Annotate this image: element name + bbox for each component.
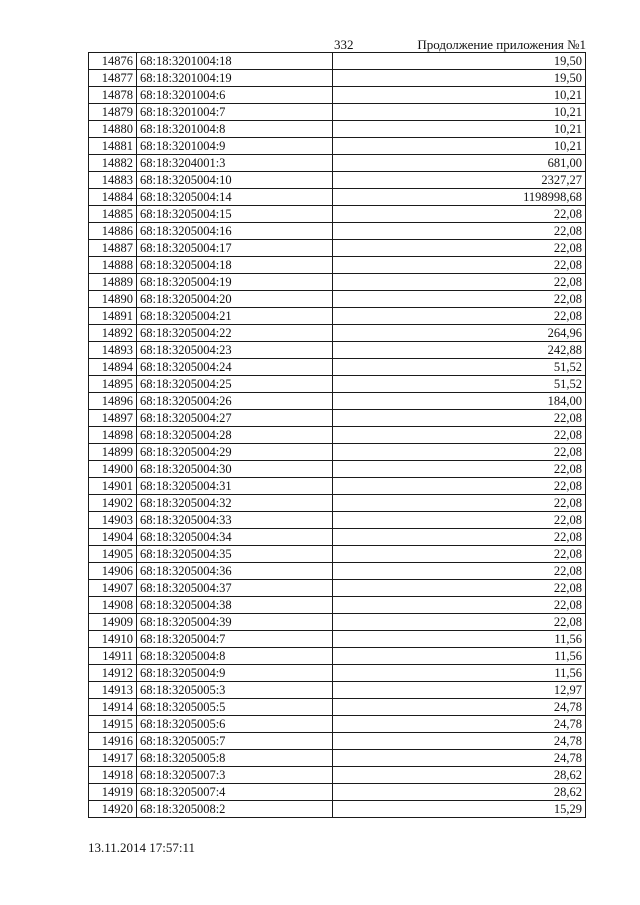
area-value: 22,08 xyxy=(333,274,586,291)
area-value: 24,78 xyxy=(333,750,586,767)
area-value: 15,29 xyxy=(333,801,586,818)
row-number: 14899 xyxy=(89,444,137,461)
row-number: 14896 xyxy=(89,393,137,410)
cadastral-number: 68:18:3205004:21 xyxy=(137,308,333,325)
cadastral-number: 68:18:3205005:3 xyxy=(137,682,333,699)
table-row xyxy=(89,512,586,529)
area-value: 22,08 xyxy=(333,597,586,614)
row-number: 14877 xyxy=(89,70,137,87)
continuation-heading: Продолжение приложения №1 xyxy=(417,37,586,52)
table-row xyxy=(89,274,586,291)
row-number: 14908 xyxy=(89,597,137,614)
area-value: 22,08 xyxy=(333,563,586,580)
row-number: 14919 xyxy=(89,784,137,801)
cadastral-number: 68:18:3205004:37 xyxy=(137,580,333,597)
cadastral-number: 68:18:3201004:7 xyxy=(137,104,333,121)
area-value: 24,78 xyxy=(333,699,586,716)
table-row xyxy=(89,546,586,563)
row-number: 14916 xyxy=(89,733,137,750)
row-number: 14889 xyxy=(89,274,137,291)
cadastral-number: 68:18:3205004:7 xyxy=(137,631,333,648)
cadastral-number: 68:18:3201004:9 xyxy=(137,138,333,155)
table-row xyxy=(89,155,586,172)
cadastral-number: 68:18:3205004:24 xyxy=(137,359,333,376)
cadastral-number: 68:18:3205004:30 xyxy=(137,461,333,478)
row-number: 14914 xyxy=(89,699,137,716)
area-value: 1198998,68 xyxy=(333,189,586,206)
area-value: 28,62 xyxy=(333,784,586,801)
row-number: 14895 xyxy=(89,376,137,393)
area-value: 19,50 xyxy=(333,70,586,87)
table-row xyxy=(89,767,586,784)
cadastral-number: 68:18:3205004:32 xyxy=(137,495,333,512)
table-row xyxy=(89,529,586,546)
table-row xyxy=(89,53,586,70)
cadastral-number: 68:18:3205004:10 xyxy=(137,172,333,189)
table-row xyxy=(89,87,586,104)
cadastral-number: 68:18:3205004:35 xyxy=(137,546,333,563)
table-row xyxy=(89,784,586,801)
table-row xyxy=(89,631,586,648)
cadastral-number: 68:18:3205004:9 xyxy=(137,665,333,682)
row-number: 14894 xyxy=(89,359,137,376)
area-value: 24,78 xyxy=(333,716,586,733)
area-value: 12,97 xyxy=(333,682,586,699)
table-row xyxy=(89,240,586,257)
area-value: 22,08 xyxy=(333,206,586,223)
cadastral-number: 68:18:3201004:6 xyxy=(137,87,333,104)
row-number: 14901 xyxy=(89,478,137,495)
area-value: 28,62 xyxy=(333,767,586,784)
area-value: 11,56 xyxy=(333,665,586,682)
table-row xyxy=(89,376,586,393)
row-number: 14912 xyxy=(89,665,137,682)
cadastral-number: 68:18:3205004:15 xyxy=(137,206,333,223)
row-number: 14917 xyxy=(89,750,137,767)
area-value: 22,08 xyxy=(333,291,586,308)
table-row xyxy=(89,410,586,427)
cadastral-table xyxy=(88,52,586,818)
cadastral-number: 68:18:3205004:25 xyxy=(137,376,333,393)
table-row xyxy=(89,461,586,478)
cadastral-number: 68:18:3205004:39 xyxy=(137,614,333,631)
table-row xyxy=(89,189,586,206)
area-value: 10,21 xyxy=(333,87,586,104)
row-number: 14913 xyxy=(89,682,137,699)
row-number: 14886 xyxy=(89,223,137,240)
cadastral-number: 68:18:3205004:33 xyxy=(137,512,333,529)
row-number: 14905 xyxy=(89,546,137,563)
area-value: 22,08 xyxy=(333,461,586,478)
table-row xyxy=(89,427,586,444)
table-row xyxy=(89,257,586,274)
table-row xyxy=(89,206,586,223)
row-number: 14907 xyxy=(89,580,137,597)
table-row xyxy=(89,70,586,87)
table-row xyxy=(89,444,586,461)
row-number: 14885 xyxy=(89,206,137,223)
table-row xyxy=(89,342,586,359)
cadastral-number: 68:18:3205005:8 xyxy=(137,750,333,767)
area-value: 24,78 xyxy=(333,733,586,750)
row-number: 14887 xyxy=(89,240,137,257)
cadastral-number: 68:18:3205005:7 xyxy=(137,733,333,750)
area-value: 184,00 xyxy=(333,393,586,410)
table-row xyxy=(89,682,586,699)
cadastral-number: 68:18:3201004:18 xyxy=(137,53,333,70)
cadastral-number: 68:18:3205004:34 xyxy=(137,529,333,546)
area-value: 22,08 xyxy=(333,444,586,461)
cadastral-number: 68:18:3201004:8 xyxy=(137,121,333,138)
cadastral-number: 68:18:3205004:20 xyxy=(137,291,333,308)
row-number: 14910 xyxy=(89,631,137,648)
row-number: 14920 xyxy=(89,801,137,818)
area-value: 22,08 xyxy=(333,308,586,325)
area-value: 22,08 xyxy=(333,495,586,512)
table-row xyxy=(89,393,586,410)
table-row xyxy=(89,716,586,733)
cadastral-number: 68:18:3205004:8 xyxy=(137,648,333,665)
table-row xyxy=(89,597,586,614)
row-number: 14915 xyxy=(89,716,137,733)
table-row xyxy=(89,563,586,580)
row-number: 14881 xyxy=(89,138,137,155)
cadastral-number: 68:18:3204001:3 xyxy=(137,155,333,172)
row-number: 14898 xyxy=(89,427,137,444)
area-value: 22,08 xyxy=(333,529,586,546)
cadastral-number: 68:18:3205007:4 xyxy=(137,784,333,801)
cadastral-table-body xyxy=(89,53,586,818)
table-row xyxy=(89,733,586,750)
row-number: 14876 xyxy=(89,53,137,70)
area-value: 2327,27 xyxy=(333,172,586,189)
row-number: 14911 xyxy=(89,648,137,665)
table-row xyxy=(89,104,586,121)
area-value: 242,88 xyxy=(333,342,586,359)
area-value: 10,21 xyxy=(333,104,586,121)
area-value: 11,56 xyxy=(333,648,586,665)
table-row xyxy=(89,648,586,665)
table-row xyxy=(89,495,586,512)
area-value: 22,08 xyxy=(333,546,586,563)
cadastral-number: 68:18:3205004:27 xyxy=(137,410,333,427)
cadastral-number: 68:18:3205004:28 xyxy=(137,427,333,444)
area-value: 19,50 xyxy=(333,53,586,70)
cadastral-number: 68:18:3205004:36 xyxy=(137,563,333,580)
cadastral-number: 68:18:3205004:18 xyxy=(137,257,333,274)
area-value: 10,21 xyxy=(333,138,586,155)
area-value: 10,21 xyxy=(333,121,586,138)
table-row xyxy=(89,308,586,325)
area-value: 22,08 xyxy=(333,410,586,427)
area-value: 22,08 xyxy=(333,614,586,631)
row-number: 14890 xyxy=(89,291,137,308)
cadastral-number: 68:18:3205004:19 xyxy=(137,274,333,291)
table-row xyxy=(89,359,586,376)
row-number: 14888 xyxy=(89,257,137,274)
row-number: 14900 xyxy=(89,461,137,478)
row-number: 14903 xyxy=(89,512,137,529)
table-row xyxy=(89,172,586,189)
cadastral-number: 68:18:3205008:2 xyxy=(137,801,333,818)
area-value: 51,52 xyxy=(333,359,586,376)
table-row xyxy=(89,223,586,240)
table-row xyxy=(89,614,586,631)
row-number: 14906 xyxy=(89,563,137,580)
cadastral-number: 68:18:3205004:29 xyxy=(137,444,333,461)
cadastral-number: 68:18:3205007:3 xyxy=(137,767,333,784)
cadastral-number: 68:18:3205004:31 xyxy=(137,478,333,495)
table-row xyxy=(89,138,586,155)
table-row xyxy=(89,478,586,495)
row-number: 14902 xyxy=(89,495,137,512)
cadastral-number: 68:18:3205004:16 xyxy=(137,223,333,240)
cadastral-number: 68:18:3205004:26 xyxy=(137,393,333,410)
cadastral-number: 68:18:3205004:22 xyxy=(137,325,333,342)
table-row xyxy=(89,750,586,767)
row-number: 14897 xyxy=(89,410,137,427)
row-number: 14893 xyxy=(89,342,137,359)
area-value: 22,08 xyxy=(333,512,586,529)
row-number: 14918 xyxy=(89,767,137,784)
area-value: 22,08 xyxy=(333,478,586,495)
area-value: 22,08 xyxy=(333,240,586,257)
row-number: 14879 xyxy=(89,104,137,121)
table-row xyxy=(89,291,586,308)
table-row xyxy=(89,325,586,342)
area-value: 51,52 xyxy=(333,376,586,393)
row-number: 14892 xyxy=(89,325,137,342)
table-row xyxy=(89,665,586,682)
area-value: 264,96 xyxy=(333,325,586,342)
row-number: 14909 xyxy=(89,614,137,631)
cadastral-number: 68:18:3205004:38 xyxy=(137,597,333,614)
table-row xyxy=(89,801,586,818)
cadastral-number: 68:18:3205004:14 xyxy=(137,189,333,206)
cadastral-number: 68:18:3201004:19 xyxy=(137,70,333,87)
area-value: 22,08 xyxy=(333,580,586,597)
row-number: 14904 xyxy=(89,529,137,546)
row-number: 14883 xyxy=(89,172,137,189)
area-value: 22,08 xyxy=(333,223,586,240)
table-row xyxy=(89,699,586,716)
table-row xyxy=(89,121,586,138)
row-number: 14880 xyxy=(89,121,137,138)
table-row xyxy=(89,580,586,597)
row-number: 14884 xyxy=(89,189,137,206)
area-value: 22,08 xyxy=(333,257,586,274)
page-number: 332 xyxy=(334,37,354,52)
cadastral-number: 68:18:3205004:23 xyxy=(137,342,333,359)
cadastral-number: 68:18:3205005:6 xyxy=(137,716,333,733)
row-number: 14891 xyxy=(89,308,137,325)
cadastral-number: 68:18:3205005:5 xyxy=(137,699,333,716)
row-number: 14882 xyxy=(89,155,137,172)
area-value: 681,00 xyxy=(333,155,586,172)
print-timestamp: 13.11.2014 17:57:11 xyxy=(88,840,196,855)
area-value: 11,56 xyxy=(333,631,586,648)
row-number: 14878 xyxy=(89,87,137,104)
cadastral-number: 68:18:3205004:17 xyxy=(137,240,333,257)
area-value: 22,08 xyxy=(333,427,586,444)
